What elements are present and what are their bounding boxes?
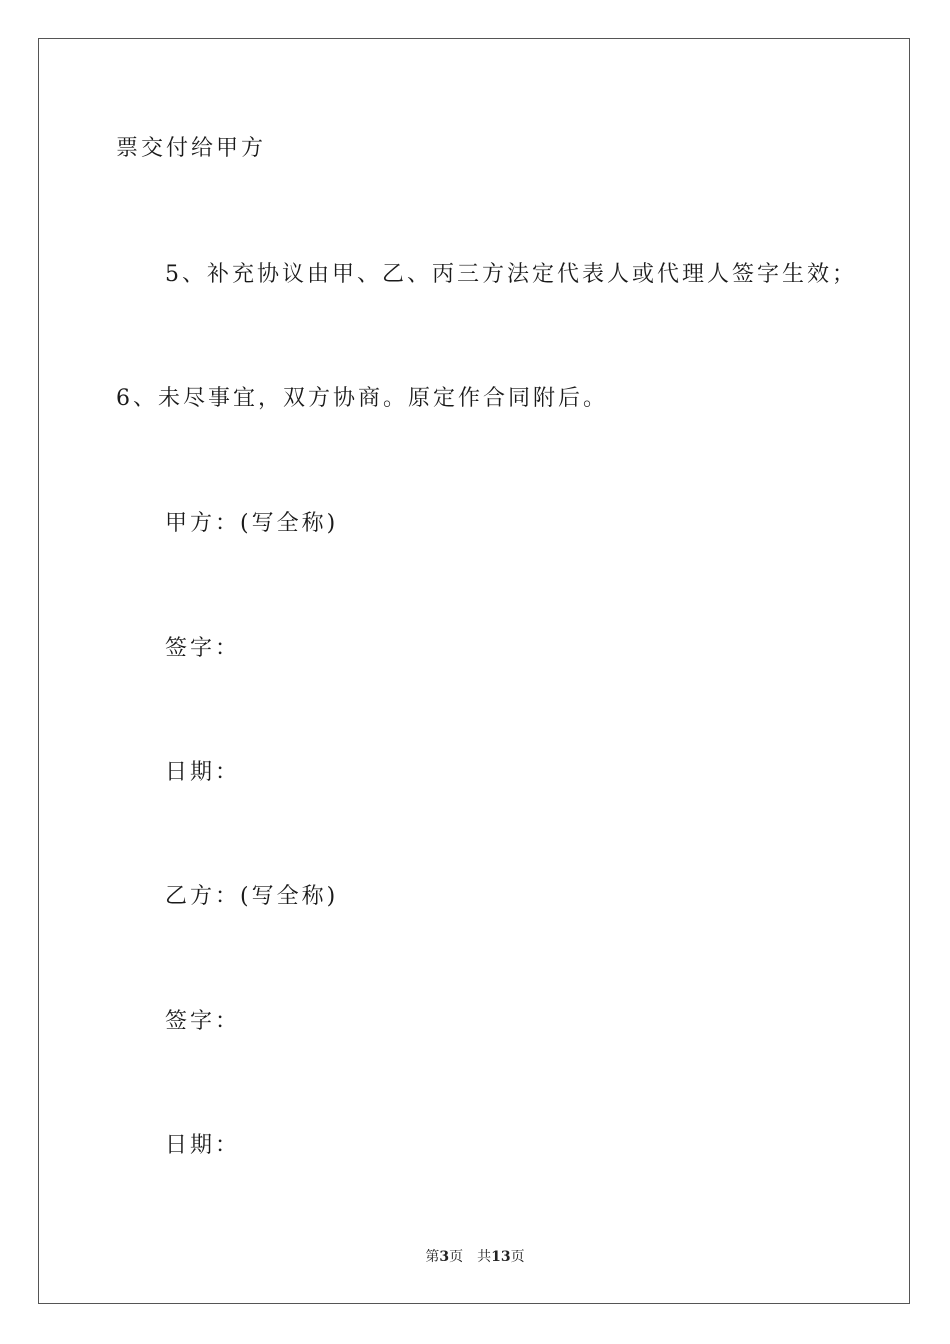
- party-b-label: 乙方：(写全称): [165, 884, 339, 909]
- party-b-date-label: 日期：: [165, 1133, 241, 1158]
- party-a-signature-label: 签字：: [165, 636, 241, 661]
- party-a-label: 甲方：(写全称): [165, 511, 339, 536]
- page-prefix: 第: [425, 1249, 440, 1265]
- page-footer: [0, 1248, 950, 1266]
- text-line-invoice-delivery: 票交付给甲方: [116, 136, 267, 161]
- page-frame: [38, 38, 910, 1304]
- total-pages: 13: [491, 1249, 511, 1265]
- total-suffix: 页: [510, 1249, 525, 1265]
- total-prefix: 共: [477, 1249, 492, 1265]
- party-a-date-label: 日期：: [165, 760, 241, 785]
- text-line-clause-5: 5、补充协议由甲、乙、丙三方法定代表人或代理人签字生效；: [165, 262, 857, 287]
- page-number: 3: [439, 1249, 450, 1265]
- party-b-signature-label: 签字：: [165, 1009, 241, 1034]
- text-line-clause-6: 6、未尽事宜，双方协商。原定作合同附后。: [116, 386, 608, 411]
- page-suffix: 页: [449, 1249, 464, 1265]
